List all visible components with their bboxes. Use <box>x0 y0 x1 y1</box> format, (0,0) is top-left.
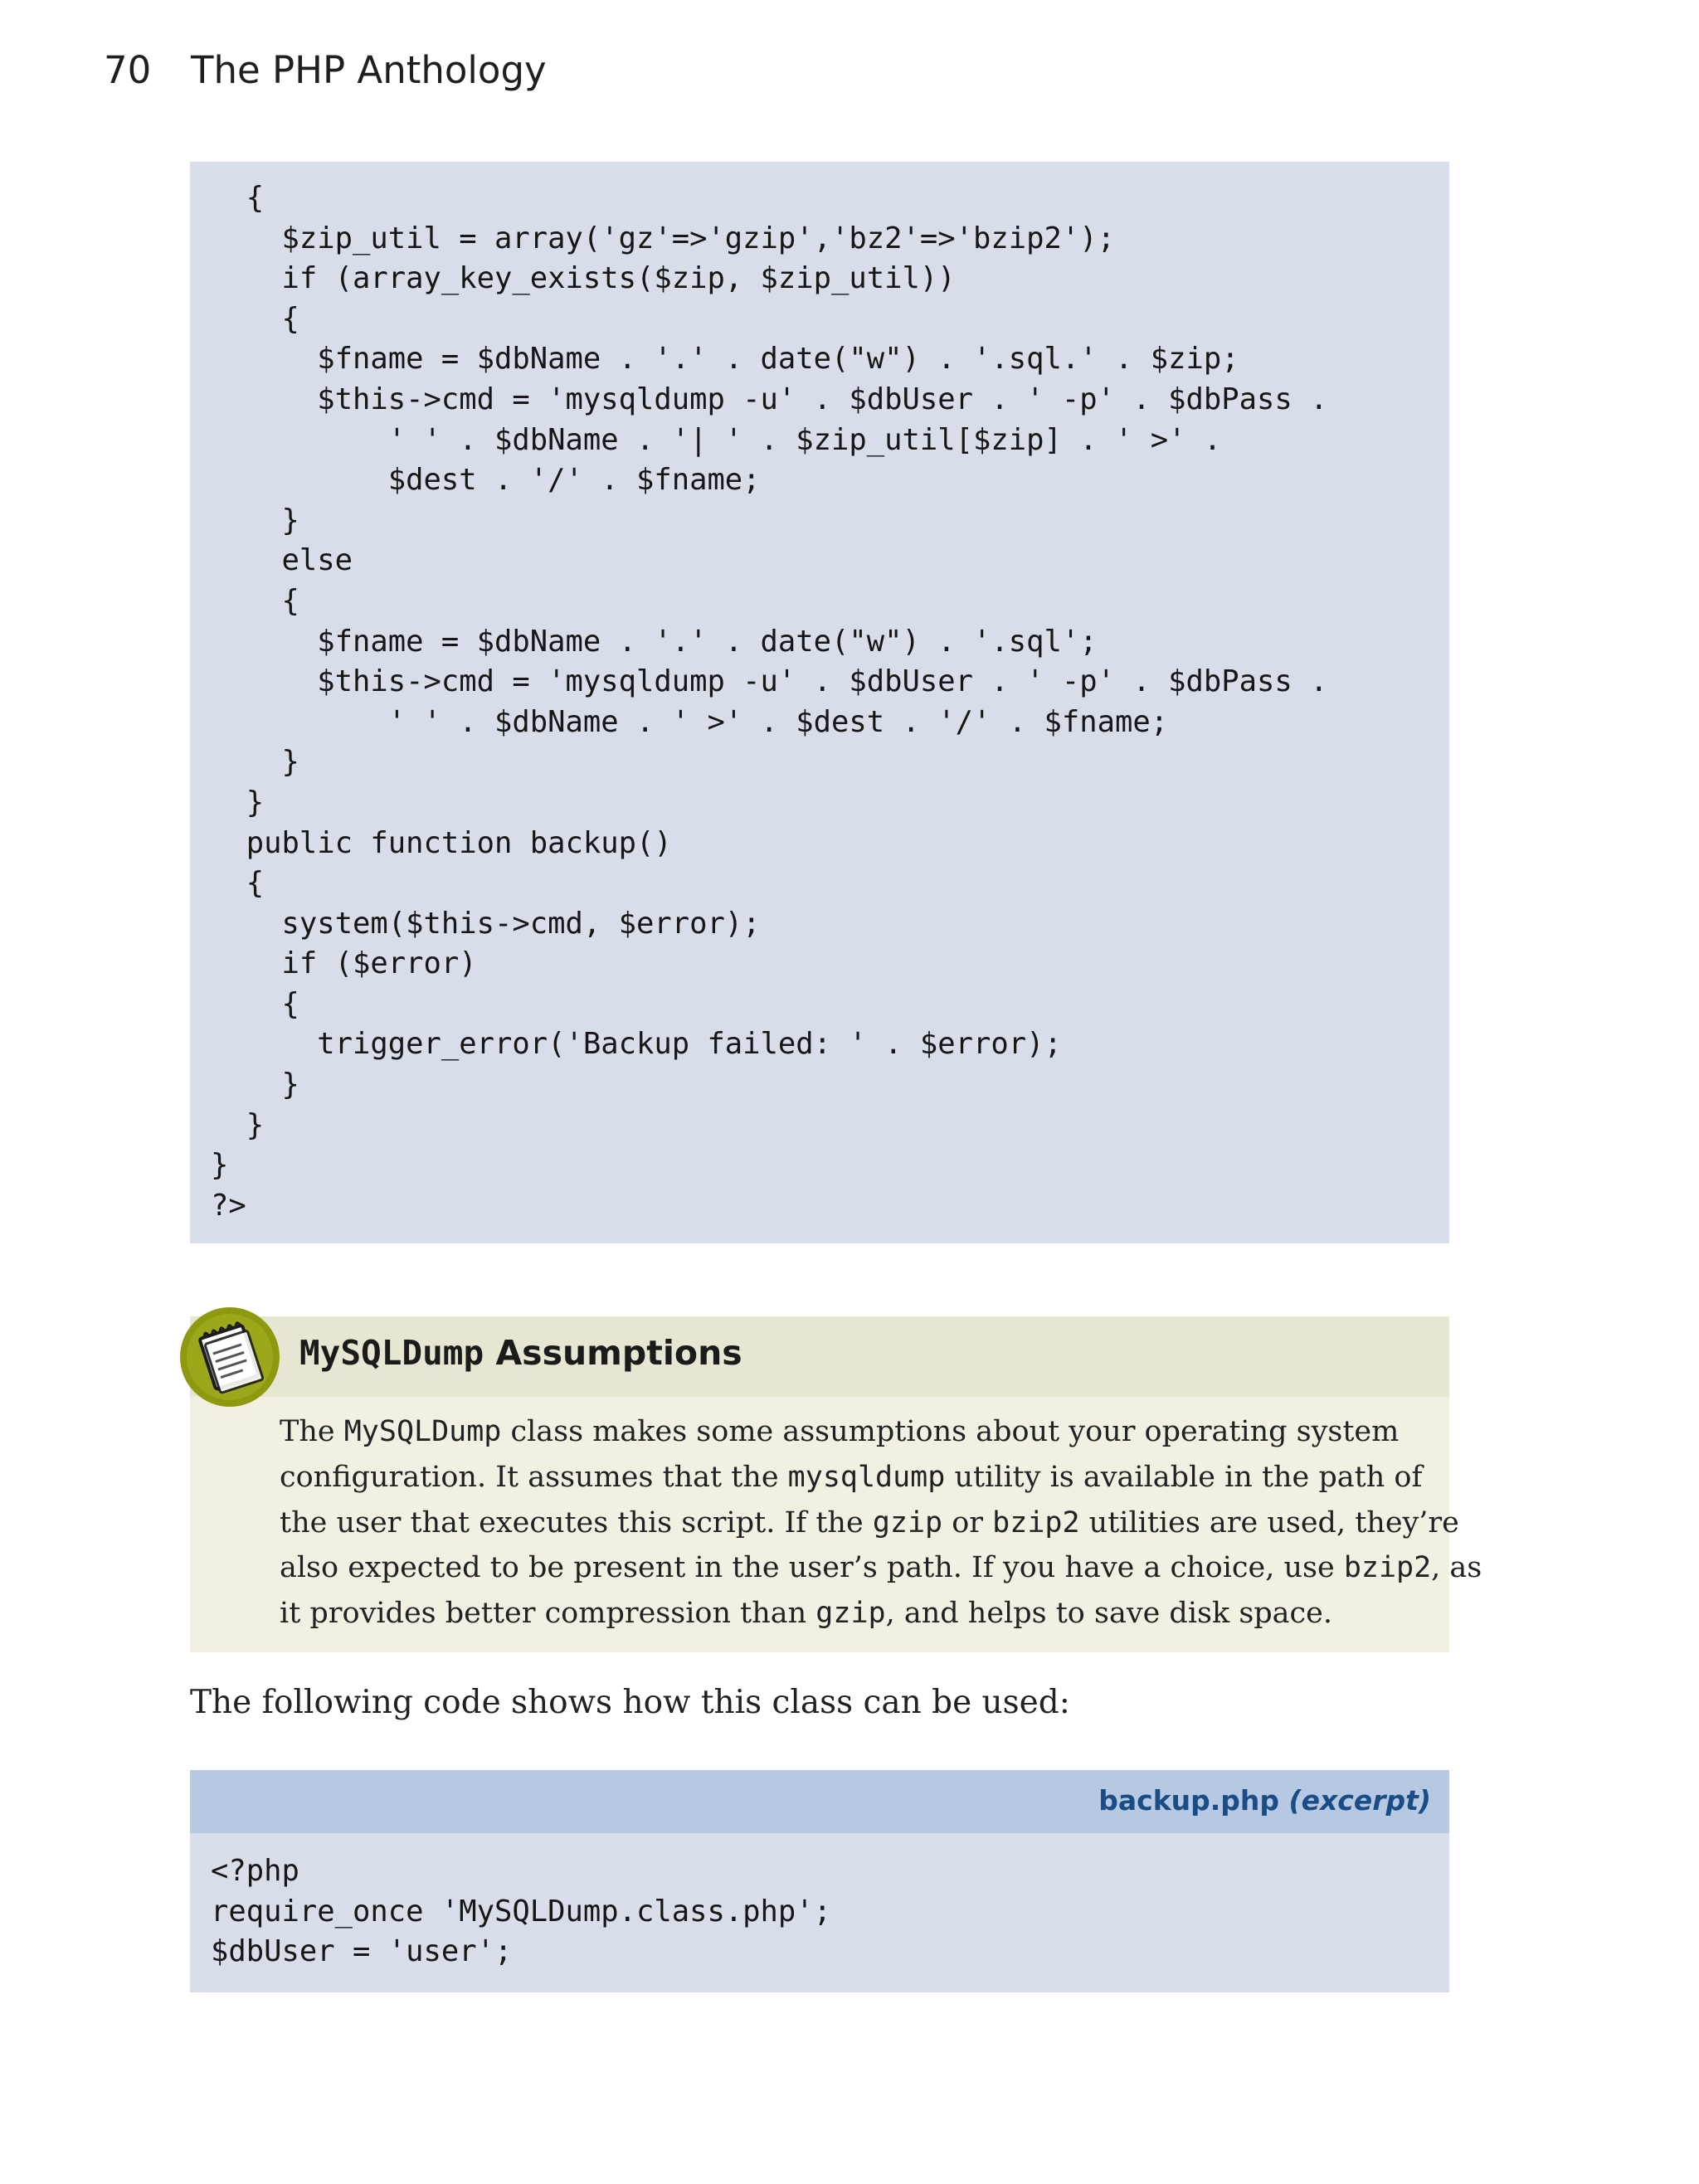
note-body <box>280 1409 1482 1637</box>
code-block-backup <box>190 1770 1449 1992</box>
page-number: 70 <box>104 48 152 92</box>
note-box <box>190 1316 1482 1652</box>
code-block-header <box>190 1770 1449 1833</box>
code-listing: <?php require_once 'MySQLDump.class.php'; $dbUser = 'user'; <box>211 1854 832 1969</box>
code-filename <box>1098 1784 1431 1817</box>
note-line: also expected to be present in the user’s path. If you have a choice, use bzip2, as <box>280 1551 1482 1585</box>
note-title <box>299 1333 742 1373</box>
filename: backup.php <box>1098 1784 1280 1817</box>
note-line: The MySQLDump class makes some assumptions about your operating system <box>280 1415 1400 1448</box>
code-block <box>190 162 1449 1243</box>
note-title-code: MySQLDump <box>299 1333 484 1373</box>
body-paragraph: The following code shows how this class can be used: <box>190 1684 1070 1721</box>
running-title: The PHP Anthology <box>191 48 547 92</box>
running-header <box>104 48 547 92</box>
note-title-text: Assumptions <box>484 1333 742 1373</box>
note-line: it provides better compression than gzip, and helps to save disk space. <box>280 1597 1332 1631</box>
code-listing: { $zip_util = array('gz'=>'gzip','bz2'=>'bzip2'); if (array_key_exists($zip, $zip_util)) { $fname = $dbName . '.' . date("w") . '.sql.' . $zip; $this->cmd = 'mysqldump -u' . $dbUser . ' -p' . $dbPass . ' ' . $dbName . '| ' . $zip_util[$zip] . ' >' . $dest . '/' . $fname; } else { $fname = $dbName . '.' . date("w") . '.sql'; $this->cmd = 'mysqldump -u' . $dbUser . ' -p' . $dbPass . ' ' . $dbName . ' >' . $dest . '/' . $fname; } } public function backup() { system($this->cmd, $error); if ($error) { trigger_error('Backup failed: ' . $error); } } } ?> <box>211 181 1328 1223</box>
note-header <box>190 1316 1449 1397</box>
excerpt-label: (excerpt) <box>1288 1784 1431 1817</box>
note-line: configuration. It assumes that the mysqldump utility is available in the path of <box>280 1460 1423 1494</box>
note-line: the user that executes this script. If the gzip or bzip2 utilities are used, they’re <box>280 1505 1459 1540</box>
notepad-icon <box>178 1306 281 1408</box>
